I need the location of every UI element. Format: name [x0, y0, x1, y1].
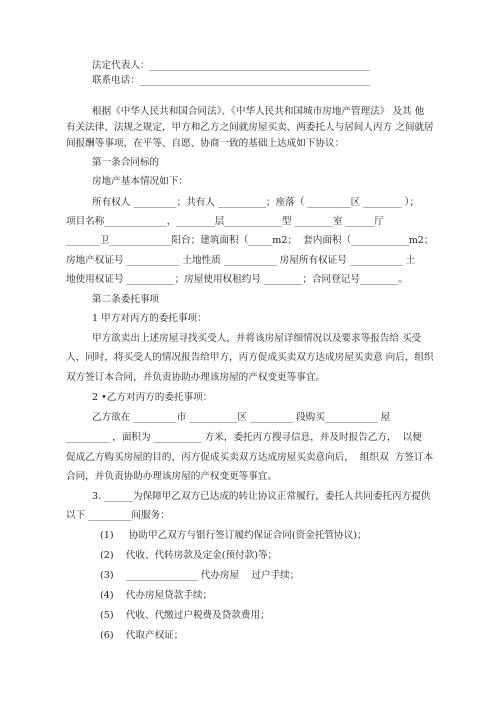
clause-1-text-3: 双方签订本合同，并负责协助办理该房屋的产权变更等事宜。: [66, 372, 326, 383]
clause-3-text-2: 以下 _________间服务：: [66, 510, 170, 521]
service-item-1: (1) 协助甲乙双方与银行签订履约保证合同(资金托管协议)；: [100, 530, 367, 541]
property-line-land-use: 地使用权证号 __________；房屋使用权租约号 ________；合同登记号________。: [66, 274, 408, 285]
service-item-4: (4) 代办房屋贷款手续；: [100, 590, 213, 601]
service-item-5: (5) 代收、代缴过户税费及贷款费用；: [100, 610, 270, 621]
property-line-owner: 所有权人 _________；共有人 __________；座落（ _________区 ________ ）；: [92, 197, 420, 208]
preamble-line-2: 有关法律、法规之规定，甲方和乙方之间就房屋买卖、两委托人与居间人丙方 之间就居: [66, 122, 434, 133]
clause-3-text-1: 3. ______为保障甲乙双方已达成的转让协议正常履行，委托人共同委托丙方提供: [92, 491, 431, 502]
service-item-3: (3) _______________ 代办房屋 过户手续；: [100, 570, 300, 581]
contact-phone-line: 联系电话：________________________________________________: [92, 75, 371, 86]
property-line-area: _______卫_____________阳台；建筑面积（_____m2； 套内面积（____________m2；: [66, 235, 434, 246]
property-line-project: 项目名称_____________，________层____________型 ________室 ______厅: [66, 216, 384, 227]
property-info-heading: 房地产基本情况如下：: [92, 176, 188, 187]
property-line-certificate: 房地产权证号 ___________ 土地性质 ___________ 房屋所有权证号 ___________ 土: [66, 255, 416, 266]
preamble-line-3: 间报酬等事项，在平等、自愿、协商一致的基础上达成如下协议：: [66, 138, 345, 149]
service-item-6: (6) 代取产权证；: [100, 630, 184, 641]
legal-representative-line: 法定代表人：______________________________________________: [92, 60, 371, 71]
clause-1-text-1: 甲方欲卖出上述房屋寻找买受人，并将该房屋详细情况以及要求等报告给 买受: [92, 333, 422, 344]
article-1-heading: 第一条合同标的: [92, 157, 160, 168]
clause-2-text-2: _________ ，面积为 __________ 方米，委托丙方搜寻信息，并及时报告乙方， 以便: [66, 432, 422, 443]
preamble-line-1: 根据《中华人民共和国合同法》、《中华人民共和国城市房地产管理法》 及其 他: [92, 106, 425, 117]
article-2-heading: 第二条委托事项: [92, 294, 160, 305]
clause-1-text-2: 人，同时，将买受人的情况报告给甲方，丙方促成买卖双方达成房屋买卖意 向后，组织: [66, 352, 434, 363]
service-item-2: (2) 代收、代转房款及定金(预付款)等；: [100, 550, 278, 561]
clause-2-text-3: 促成乙方购买房屋的目的，丙方促成买卖双方达成房屋买卖意向后， 组织双 方签订本: [66, 452, 434, 463]
clause-2-text-4: 合同，并负责协助办理该房屋的产权变更等事宜。: [66, 471, 278, 482]
clause-2-heading: 2 •乙方对丙方的委托事项：: [92, 392, 213, 403]
clause-1-heading: 1 甲方对丙方的委托事项：: [92, 313, 207, 324]
clause-2-text-1: 乙方欲在 _________市 __________区 _________ 段购买___________ 屋: [92, 412, 391, 423]
